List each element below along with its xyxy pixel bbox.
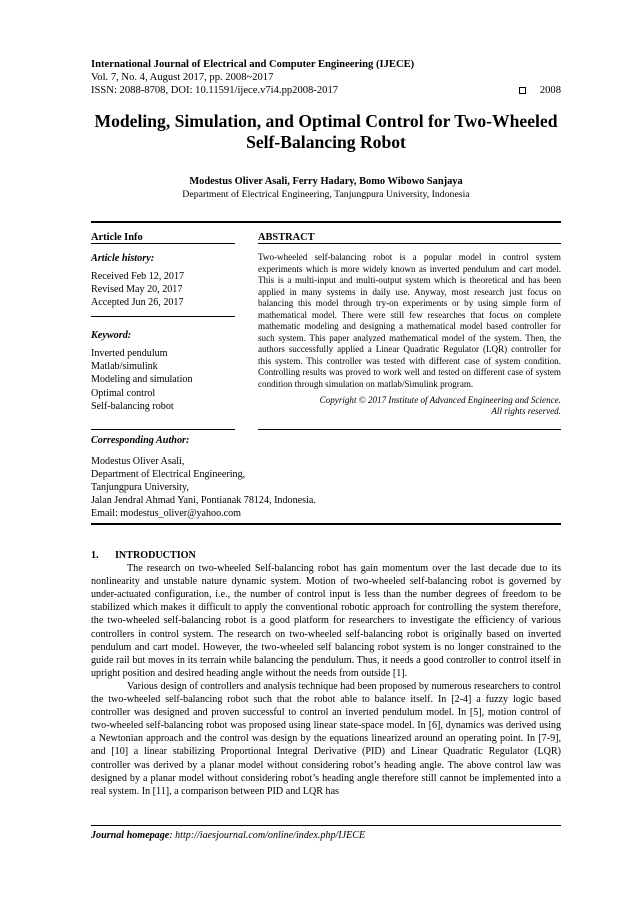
page-number-group: [519, 84, 561, 97]
paper-title-line-2: Self-Balancing Robot: [246, 132, 406, 152]
keyword-rule: [91, 429, 235, 430]
paper-title: [91, 111, 561, 153]
keyword-list: [91, 347, 235, 412]
corresponding-line: Jalan Jendral Ahmad Yani, Pontianak 78124, Indonesia.: [91, 495, 316, 507]
corresponding-line: Email: modestus_oliver@yahoo.com: [91, 508, 242, 520]
section-title: INTRODUCTION: [115, 550, 196, 561]
history-item: Revised May 20, 2017: [91, 284, 183, 296]
journal-issn-doi: ISSN: 2088-8708, DOI: 10.11591/ijece.v7i4.pp2008-2017: [91, 85, 339, 96]
journal-name: International Journal of Electrical and Computer Engineering (IJECE): [91, 59, 415, 70]
corresponding-author: [91, 434, 561, 520]
section-heading: [91, 549, 561, 562]
keyword-item: Inverted pendulum: [91, 348, 168, 360]
keyword-item: Self-balancing robot: [91, 400, 174, 412]
corresponding-line: Modestus Oliver Asali,: [91, 456, 185, 467]
intro-paragraph-1: The research on two-wheeled Self-balancing robot has gain momentum over the last decade due to its nonlinearity and unstable nature dynamic system. Motion of two-wheeled self-balancing robot is governed by under-actuated configuration, i.e., the number of control input is less than the number degrees of freedom to be stabilized which makes it difficult to apply the conventional robotic approach for controlling the system therefore, the two-wheeled self-balancing robot is a good platform for researchers to investigate the efficiency of various controllers in control system. The research on two-wheeled self-balancing robot is originally based on inverted pendulum and cart model. However, the two-wheeled self balancing robot system is no longer constrained to the guide rail but moves in its terrain while balancing the pendulum. Thus, it needs a good controller to control itself in upright position and desired heading angle without the needs from outside [1].: [91, 563, 561, 679]
copyright-notice: [258, 395, 561, 418]
abstract-section: [258, 231, 561, 418]
intro-paragraph-2: Various design of controllers and analysis technique had been proposed by numerous researchers to control the two-wheeled self-balancing robot such that the robot able to balance itself. In [2-4] a fuzzy logic based controller was designed and proven successful to control an inverted pendulum model. In [5], motion control of two-wheeled self-balancing robot was proposed using linear state-space model. In [6], dynamics was derived using a Newtonian approach and the control was design by the equations linearized around an operating point. In [7-9], and [10] a linear stabilizing Proportional Integral Derivative (PID) and Linear Quadratic Regulator (LQR) controller was derived by a planar model without considering robot’s heading angle. The above control law was designed by a planar model without considering robot’s heading angle therefore still cannot be implemented into a real system. In [11], a comparison between PID and LQR has: [91, 680, 561, 797]
abstract-bottom-rule: [258, 429, 561, 430]
corresponding-heading: Corresponding Author:: [91, 435, 190, 446]
bottom-rule: [91, 523, 561, 525]
article-info: [91, 231, 235, 413]
history-list: [91, 270, 235, 309]
keyword-item: Modeling and simulation: [91, 374, 193, 386]
corresponding-line: Tanjungpura University,: [91, 482, 189, 494]
abstract-heading: ABSTRACT: [258, 232, 315, 243]
square-box-icon: [519, 87, 526, 94]
introduction-section: [91, 549, 561, 798]
copyright-line-2: All rights reserved.: [491, 406, 561, 417]
keyword-heading: Keyword:: [91, 330, 132, 342]
history-item: Received Feb 12, 2017: [91, 271, 185, 282]
article-info-heading: Article Info: [91, 232, 143, 243]
corresponding-details: [91, 455, 561, 520]
footer-label: Journal homepage: [91, 830, 170, 841]
corresponding-line: Department of Electrical Engineering,: [91, 469, 246, 481]
paper-affiliation: Department of Electrical Engineering, Tanjungpura University, Indonesia: [182, 189, 470, 200]
top-rule: [91, 221, 561, 223]
footer-rule: [91, 825, 561, 826]
paper-authors: Modestus Oliver Asali, Ferry Hadary, Bomo Wibowo Sanjaya: [189, 176, 463, 187]
history-heading: Article history:: [91, 253, 155, 264]
section-number: 1.: [91, 550, 99, 561]
keyword-item: Matlab/simulink: [91, 361, 158, 373]
keyword-item: Optimal control: [91, 387, 156, 399]
paper-title-line-1: Modeling, Simulation, and Optimal Control for Two-Wheeled: [94, 111, 558, 131]
copyright-line-1: Copyright © 2017 Institute of Advanced Engineering and Science.: [319, 394, 561, 405]
history-item: Accepted Jun 26, 2017: [91, 297, 184, 309]
page-number: 2008: [539, 85, 561, 96]
abstract-text: Two-wheeled self-balancing robot is a popular model in control system experiments which is more widely known as inverted pendulum and cart model. This is a multi-input and multi-output system which is theoretical and has been applied in many systems in daily use. Anyway, most research just focus on balancing this model through try-on experiments or by using simple form of mathematical model. There were still few researches that focus on complete mathematic modeling and designing a mathematical model based controller for such system. This paper analyzed mathematical model of the system. Then, the authors successfully applied a Linear Quadratic Regulator (LQR) controller for this system. This controller was tested with different case of system condition. Controlling results was proved to work well and tested on different case of system condition through simulation on matlab/Simulink program.: [258, 252, 561, 390]
journal-footer: [91, 829, 561, 842]
journal-volume: Vol. 7, No. 4, August 2017, pp. 2008~2017: [91, 72, 274, 83]
journal-header: [91, 58, 561, 97]
journal-homepage-link[interactable]: : http://iaesjournal.com/online/index.php/IJECE: [169, 830, 366, 841]
